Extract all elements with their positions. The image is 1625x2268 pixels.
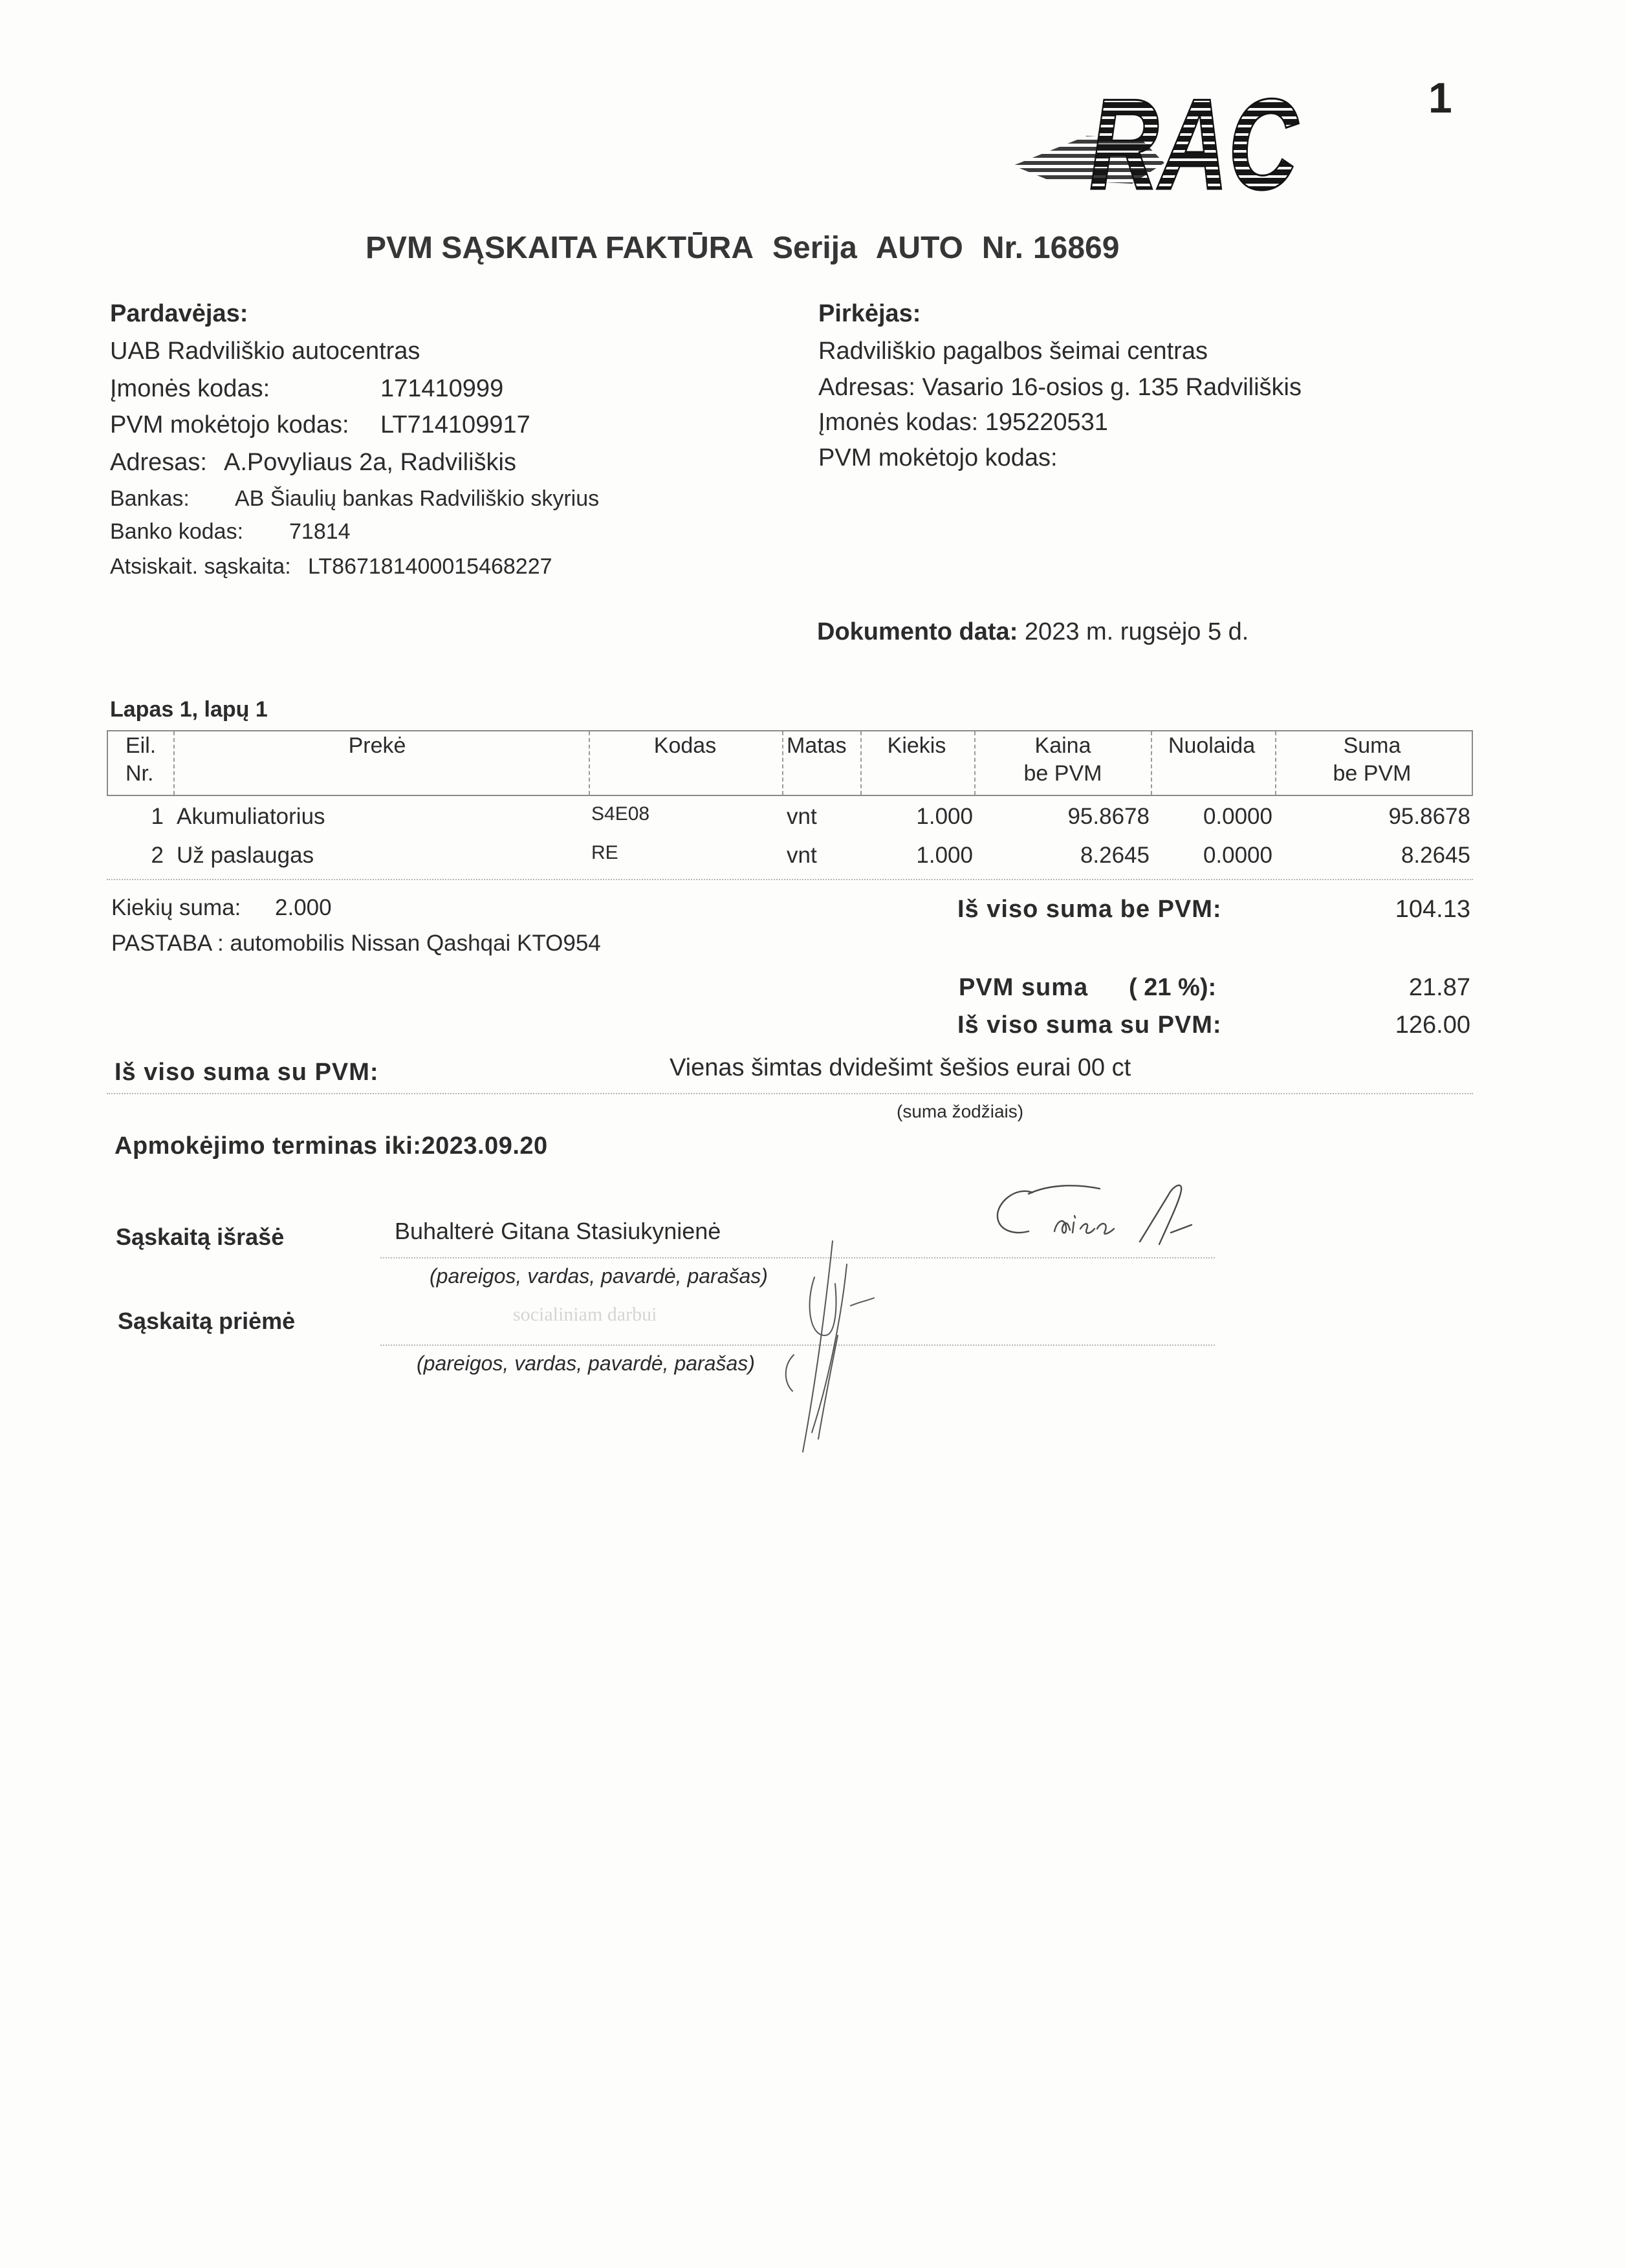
buyer-vat-code-label: PVM mokėtojo kodas: <box>818 444 1058 471</box>
received-by-hint: (pareigos, vardas, pavardė, parašas) <box>417 1352 755 1375</box>
header-unit: Matas <box>787 733 847 758</box>
document-date-value: 2023 m. rugsėjo 5 d. <box>1024 618 1249 645</box>
page-number: 1 <box>1428 74 1452 122</box>
buyer-address: Vasario 16-osios g. 135 Radviliškis <box>922 374 1302 401</box>
invoice-number: 16869 <box>1032 231 1120 265</box>
seller-company-code: 171410999 <box>380 375 504 402</box>
buyer-address-label: Adresas: <box>818 374 915 401</box>
net-total: 104.13 <box>1395 896 1470 923</box>
issued-by: Buhalterė Gitana Stasiukynienė <box>395 1218 721 1244</box>
seller-vat-code-label: PVM mokėtojo kodas: <box>110 411 349 438</box>
header-sum-line2: be PVM <box>1333 761 1412 786</box>
row-number: 2 <box>151 843 164 868</box>
header-discount: Nuolaida <box>1168 733 1256 758</box>
header-no-line2: Nr. <box>125 761 154 786</box>
issued-by-label: Sąskaitą išrašė <box>116 1224 285 1250</box>
seller-account-label: Atsiskait. sąskaita: <box>110 554 291 579</box>
column-divider <box>860 731 862 795</box>
number-label: Nr. <box>981 231 1023 265</box>
quantity-total: 2.000 <box>275 895 332 920</box>
row-unit: vnt <box>787 843 817 868</box>
payment-due-label: Apmokėjimo terminas iki: <box>115 1132 422 1160</box>
seller-vat-code: LT714109917 <box>380 411 530 438</box>
header-no: Eil. <box>125 733 157 758</box>
series-value: AUTO <box>875 231 963 265</box>
seller-bank-label: Bankas: <box>110 486 190 511</box>
seller-bank-code: 71814 <box>289 519 351 544</box>
divider <box>107 879 1473 880</box>
quantity-total-label: Kiekių suma: <box>111 895 241 920</box>
document-date <box>817 620 1249 644</box>
gross-total: 126.00 <box>1395 1011 1470 1039</box>
row-price: 95.8678 <box>1067 804 1150 829</box>
invoice-title <box>365 233 1119 264</box>
column-divider <box>173 731 175 795</box>
vat-amount: 21.87 <box>1408 974 1470 1001</box>
document-type: PVM SĄSKAITA FAKTŪRA <box>365 231 754 265</box>
table-row <box>0 805 1625 831</box>
row-discount: 0.0000 <box>1203 804 1272 829</box>
buyer-name: Radviliškio pagalbos šeimai centras <box>818 338 1208 365</box>
seller-name: UAB Radviliškio autocentras <box>110 338 420 365</box>
receiver-signature <box>773 1238 883 1455</box>
payment-due <box>115 1134 548 1158</box>
buyer-address-line <box>818 375 1302 400</box>
table-row <box>0 844 1625 870</box>
header-price-line2: be PVM <box>1023 761 1102 786</box>
buyer-company-code-line <box>818 410 1108 435</box>
note: PASTABA : automobilis Nissan Qashqai KTO954 <box>111 931 601 956</box>
row-discount: 0.0000 <box>1203 843 1272 868</box>
column-divider <box>589 731 590 795</box>
gross-total-words-label: Iš viso suma su PVM: <box>115 1059 379 1086</box>
seller-bank: AB Šiaulių bankas Radviliškio skyrius <box>235 486 600 511</box>
payment-due-date: 2023.09.20 <box>421 1132 548 1160</box>
row-quantity: 1.000 <box>916 843 973 868</box>
gross-total-label: Iš viso suma su PVM: <box>957 1011 1222 1039</box>
seller-address-label: Adresas: <box>110 449 207 476</box>
row-number: 1 <box>151 804 164 829</box>
vat-label: PVM suma <box>959 974 1089 1001</box>
row-code: RE <box>591 842 618 863</box>
seller-heading: Pardavėjas: <box>110 300 248 327</box>
buyer-heading: Pirkėjas: <box>818 300 921 327</box>
divider <box>107 1093 1473 1094</box>
row-sum: 95.8678 <box>1388 804 1470 829</box>
gross-total-words: Vienas šimtas dvidešimt šešios eurai 00 ct <box>670 1054 1131 1081</box>
page-info: Lapas 1, lapų 1 <box>110 697 268 722</box>
buyer-company-code: 195220531 <box>985 409 1108 436</box>
row-unit: vnt <box>787 804 817 829</box>
header-quantity: Kiekis <box>887 733 946 758</box>
words-hint: (suma žodžiais) <box>897 1101 1024 1121</box>
seller-company-code-label: Įmonės kodas: <box>110 375 270 402</box>
row-quantity: 1.000 <box>916 804 973 829</box>
series-label: Serija <box>772 231 857 265</box>
column-divider <box>974 731 976 795</box>
seller-bank-code-label: Banko kodas: <box>110 519 244 544</box>
row-price: 8.2645 <box>1080 843 1150 868</box>
header-price: Kaina <box>1034 733 1091 758</box>
header-item: Prekė <box>348 733 406 758</box>
buyer-company-code-label: Įmonės kodas: <box>818 409 979 436</box>
row-sum: 8.2645 <box>1401 843 1470 868</box>
rac-logo <box>1009 69 1307 217</box>
document-date-label: Dokumento data: <box>817 618 1018 645</box>
row-item: Už paslaugas <box>177 843 314 868</box>
issuer-signature <box>990 1177 1197 1264</box>
header-code: Kodas <box>653 733 717 758</box>
row-item: Akumuliatorius <box>177 804 325 829</box>
seller-account: LT867181400015468227 <box>308 554 552 579</box>
row-code: S4E08 <box>591 803 650 825</box>
logo-lettering: RAC <box>1089 72 1299 217</box>
seller-address: A.Povyliaus 2a, Radviliškis <box>224 449 516 476</box>
column-divider <box>782 731 783 795</box>
vat-rate: ( 21 %): <box>1129 974 1217 1001</box>
received-by-label: Sąskaitą priėmė <box>118 1308 296 1334</box>
stamp-text: socialiniam darbui <box>513 1304 657 1325</box>
net-total-label: Iš viso suma be PVM: <box>957 896 1222 923</box>
issued-by-hint: (pareigos, vardas, pavardė, parašas) <box>430 1264 768 1288</box>
header-sum: Suma <box>1343 733 1401 758</box>
